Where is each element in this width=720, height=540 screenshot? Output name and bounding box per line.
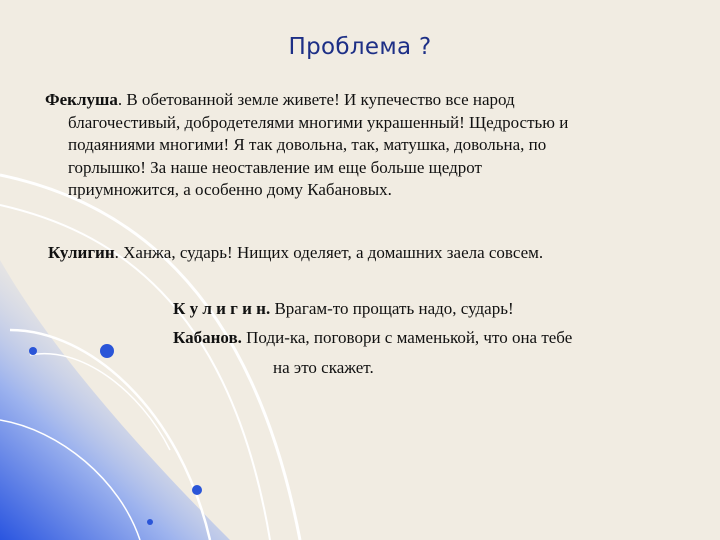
decorative-dot <box>192 485 202 495</box>
decorative-dot <box>147 519 153 525</box>
paragraph-text: горлышко! За наше неоставление им еще больше щедрот <box>68 157 482 177</box>
kuligin-line-2 <box>173 298 693 321</box>
paragraph-text: благочестивый, добродетелями многими украшенный! Щедростью и <box>68 112 569 132</box>
paragraph-text: приумножится, а особенно дому Кабановых. <box>68 180 392 199</box>
speaker-name: Феклуша <box>45 90 118 109</box>
paragraph-text: подаяниями многими! Я так довольна, так, матушка, довольна, по <box>68 135 547 154</box>
decorative-dot <box>100 344 114 358</box>
speaker-name: К у л и г и н. <box>173 299 271 318</box>
feklusha-paragraph <box>45 89 673 202</box>
kabanov-line-continuation: на это скажет. <box>273 358 374 377</box>
speaker-name: Кабанов. <box>173 328 242 347</box>
kuligin-line <box>48 242 688 265</box>
paragraph-text: . В обетованной земле живете! И купечество все народ <box>117 90 515 109</box>
speaker-name: Кулигин <box>48 243 115 262</box>
kabanov-line <box>173 327 693 350</box>
line-text: Врагам-то прощать надо, сударь! <box>270 299 514 318</box>
decorative-dot <box>29 347 37 355</box>
line-text: Поди-ка, поговори с маменькой, что она тебе <box>241 328 573 347</box>
slide-title: Проблема ? <box>288 34 432 60</box>
line-text: . Ханжа, сударь! Нищих оделяет, а домашних заела совсем. <box>114 243 544 262</box>
